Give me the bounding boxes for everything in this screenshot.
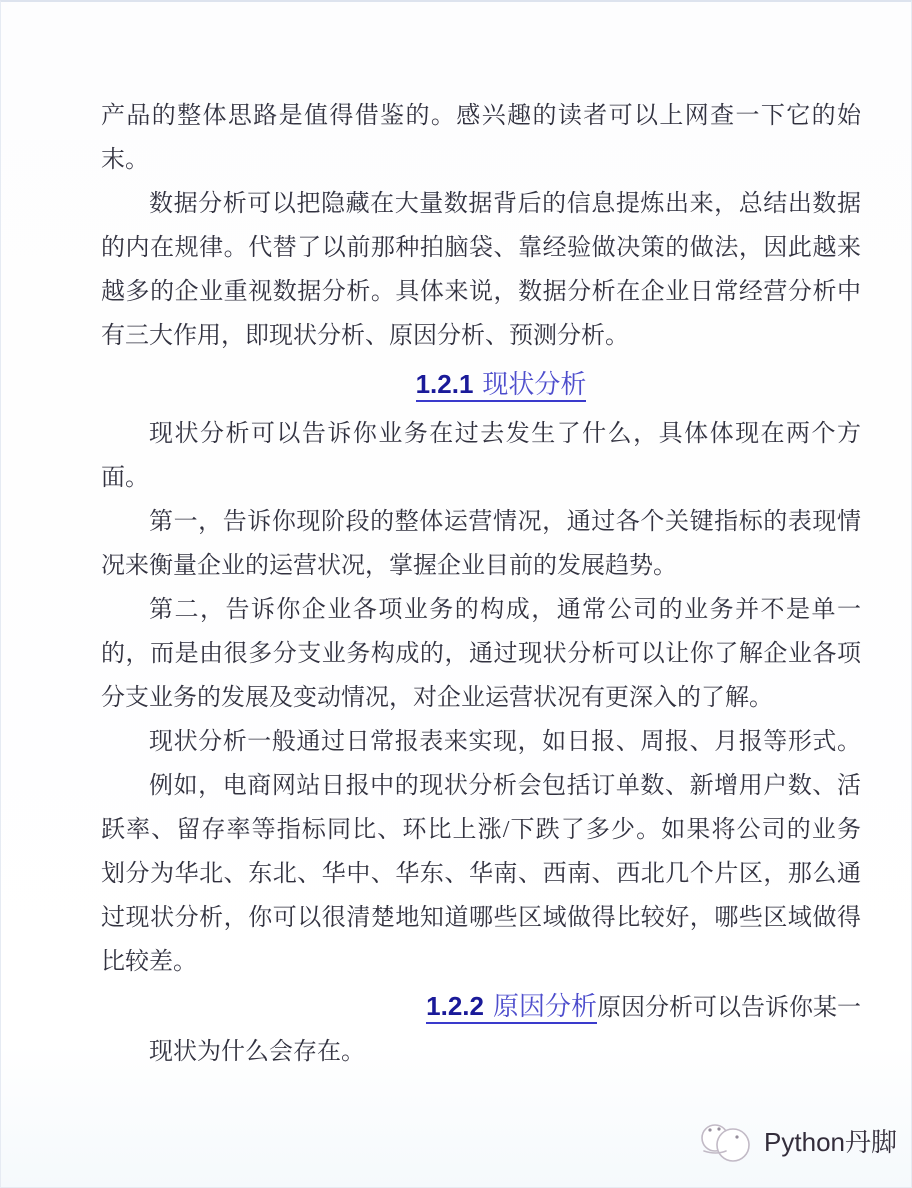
text-line: 的，而是由很多分支业务构成的，通过现状分析可以让你了解企业各项 — [101, 641, 861, 667]
text-line: 第一，告诉你现阶段的整体运营情况，通过各个关键指标的表现情 — [149, 509, 861, 535]
section-title-link[interactable]: 现状分析 — [482, 370, 587, 399]
section-title-link[interactable]: 原因分析 — [492, 992, 597, 1021]
text-line: 面。 — [101, 465, 149, 491]
text-line: 现状分析可以告诉你业务在过去发生了什么，具体体现在两个方 — [149, 421, 861, 447]
text-line: 第二，告诉你企业各项业务的构成，通常公司的业务并不是单一 — [149, 597, 861, 623]
text-line: 有三大作用，即现状分析、原因分析、预测分析。 — [101, 323, 629, 349]
text-line: 分支业务的发展及变动情况，对企业运营状况有更深入的了解。 — [101, 685, 773, 711]
text-line: 现状为什么会存在。 — [149, 1039, 365, 1065]
text-line: 越多的企业重视数据分析。具体来说，数据分析在企业日常经营分析中 — [101, 279, 861, 305]
section-link[interactable] — [426, 991, 597, 1024]
text-line: 数据分析可以把隐藏在大量数据背后的信息提炼出来，总结出数据 — [149, 191, 861, 217]
text-line: 过现状分析，你可以很清楚地知道哪些区域做得比较好，哪些区域做得 — [101, 905, 861, 931]
section-number: 1.2.2 — [426, 991, 484, 1021]
text-line: 跃率、留存率等指标同比、环比上涨/下跌了多少。如果将公司的业务 — [101, 817, 861, 843]
section-number: 1.2.1 — [415, 369, 474, 399]
section-heading-inline — [101, 984, 861, 1030]
mascot-bird-icon — [692, 1109, 758, 1171]
text-line: 划分为华北、东北、华中、华东、华南、西南、西北几个片区，那么通 — [101, 861, 861, 887]
watermark — [692, 1109, 897, 1171]
text-line: 况来衡量企业的运营状况，掌握企业目前的发展趋势。 — [101, 553, 677, 579]
section-heading — [121, 362, 881, 408]
text-line: 例如，电商网站日报中的现状分析会包括订单数、新增用户数、活 — [149, 773, 861, 799]
heading-trailing-text: 原因分析可以告诉你某一 — [597, 995, 861, 1021]
text-line: 产品的整体思路是值得借鉴的。感兴趣的读者可以上网查一下它的始 — [101, 103, 861, 129]
section-link[interactable] — [415, 369, 587, 402]
text-line: 现状分析一般通过日常报表来实现，如日报、周报、月报等形式。 — [149, 729, 861, 755]
text-line: 比较差。 — [101, 949, 197, 975]
text-line: 末。 — [101, 147, 149, 173]
text-line: 的内在规律。代替了以前那种拍脑袋、靠经验做决策的做法，因此越来 — [101, 235, 861, 261]
page-content — [101, 94, 861, 1074]
watermark-label: Python丹脚 — [764, 1126, 897, 1157]
